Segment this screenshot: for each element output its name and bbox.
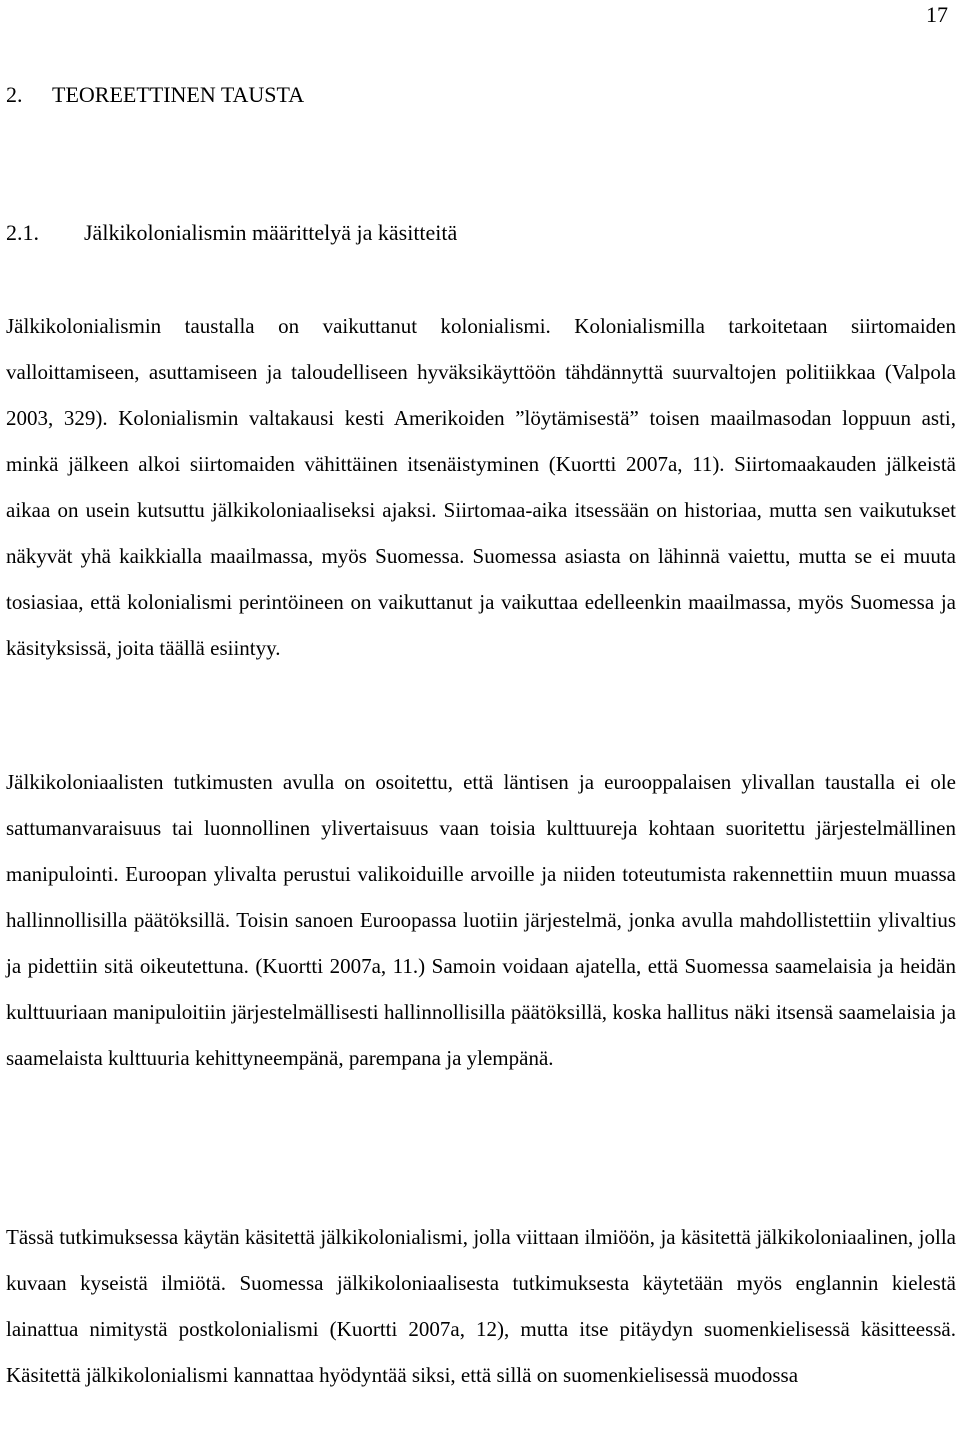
body-paragraph: Tässä tutkimuksessa käytän käsitettä jälkikolonialismi, jolla viittaan ilmiöön, ja käsitettä jälkikoloniaalinen, jolla kuvaan kyseistä ilmiötä. Suomessa jälkikoloniaalisesta tutkimuksesta käytetään myös englannin kielestä lainattua nimitystä postkolonialismi (Kuortti 2007a, 12), mutta itse pitäydyn suomenkielisessä käsitteessä. Käsitettä jälkikolonialismi kannattaa hyödyntää siksi, että sillä on suomenkielisessä muodossa <box>6 1225 956 1387</box>
chapter-number: 2. <box>6 82 23 107</box>
section-heading <box>6 218 457 248</box>
body-paragraph: Jälkikoloniaalisten tutkimusten avulla on osoitettu, että läntisen ja eurooppalaisen ylivallan taustalla ei ole sattumanvaraisuus tai luonnollinen ylivertaisuus vaan toisia kulttuureja kohtaan suoritettu järjestelmällinen manipulointi. Euroopan ylivalta perustui valikoiduille arvoille ja niiden toteutumista rakennettiin muun muassa hallinnollisilla päätöksillä. Toisin sanoen Euroopassa luotiin järjestelmä, jonka avulla mahdollistettiin ylivaltius ja pidettiin sitä oikeutettuna. (Kuortti 2007a, 11.) Samoin voidaan ajatella, että Suomessa saamelaisia ja heidän kulttuuriaan manipuloitiin järjestelmällisesti hallinnollisilla päätöksillä, koska hallitus näki itsensä saamelaisia ja saamelaista kulttuuria kehittyneempänä, parempana ja ylempänä. <box>6 770 956 1070</box>
chapter-heading <box>6 80 304 110</box>
chapter-title: TEOREETTINEN TAUSTA <box>52 82 305 107</box>
section-number: 2.1. <box>6 220 39 245</box>
page-number: 17 <box>926 2 948 27</box>
section-title: Jälkikolonialismin määrittelyä ja käsitteitä <box>84 220 458 245</box>
body-paragraph: Jälkikolonialismin taustalla on vaikuttanut kolonialismi. Kolonialismilla tarkoitetaan siirtomaiden valloittamiseen, asuttamiseen ja taloudelliseen hyväksikäyttöön tähdännyttä suurvaltojen politiikkaa (Valpola 2003, 329). Kolonialismin valtakausi kesti Amerikoiden ”löytämisestä” toisen maailmasodan loppuun asti, minkä jälkeen alkoi siirtomaiden vähittäinen itsenäistyminen (Kuortti 2007a, 11). Siirtomaakauden jälkeistä aikaa on usein kutsuttu jälkikoloniaaliseksi ajaksi. Siirtomaa-aika itsessään on historiaa, mutta sen vaikutukset näkyvät yhä kaikkialla maailmassa, myös Suomessa. Suomessa asiasta on lähinnä vaiettu, mutta se ei muuta tosiasiaa, että kolonialismi perintöineen on vaikuttanut ja vaikuttaa edelleenkin maailmassa, myös Suomessa ja käsityksissä, joita täällä esiintyy. <box>6 314 956 660</box>
